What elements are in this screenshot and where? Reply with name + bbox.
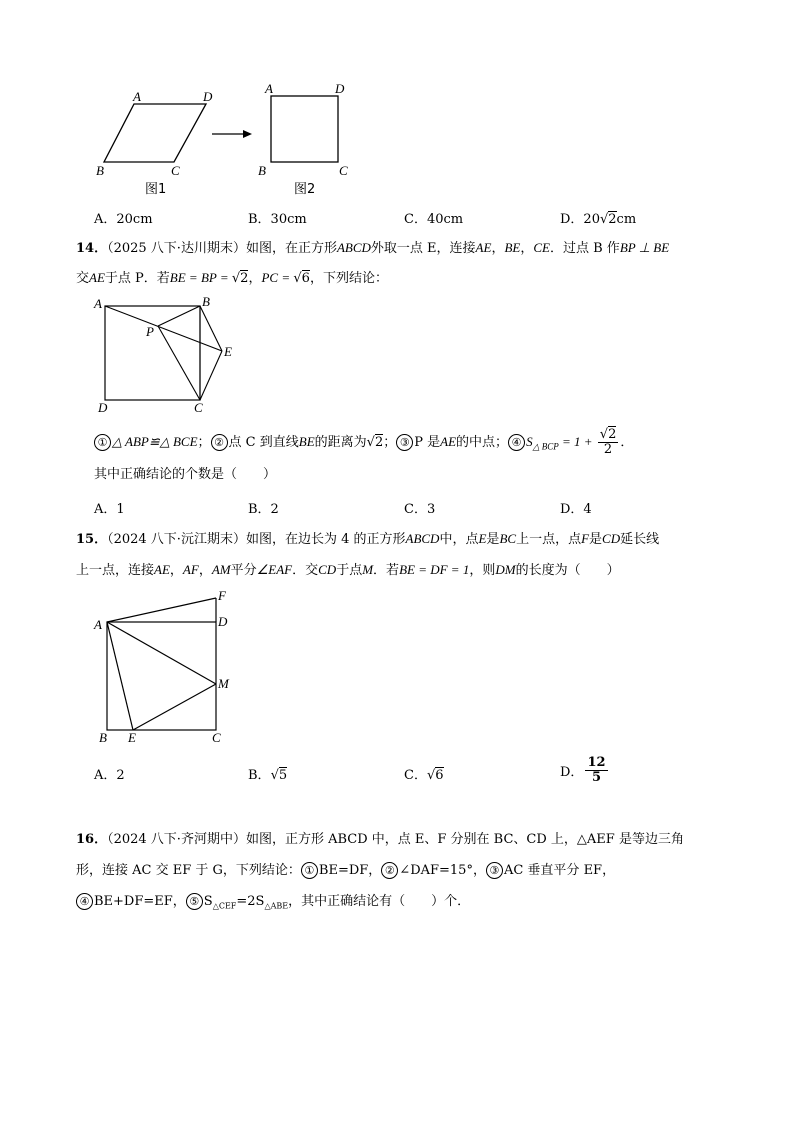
label-E: E (128, 730, 136, 745)
q14-conclusions: ① △ ABP≌△ BCE； ② 点 C 到直线BE的距离为√2； ③ P 是AE的中点； ④ $S_{\triangle BCP} = 1$ + $\frac{√2}{2}$ ． (94, 428, 633, 457)
label-M: M (218, 676, 229, 691)
q16-line2: 形，连接 AC 交 EF 于 G，下列结论： ① BE=DF， ② ∠DAF=15°， ③ AC 垂直平分 EF， (76, 863, 616, 878)
label-A: A (94, 296, 102, 311)
label-B: B (99, 730, 107, 745)
label-C: C (194, 400, 203, 415)
q16-line3: ④ BE+DF=EF， ⑤ $S_{\triangle CEF}=2S_{\triangle ABE}$，其中正确结论有（ ）个． (76, 892, 470, 917)
q15-line2: 上一点，连接AE，AF，AM平分∠EAF．交CD于点M．若BE = DF = 1，则DM的长度为（ ） (76, 562, 620, 578)
option-b[interactable]: B．√5 (248, 768, 288, 783)
option-c[interactable]: C．3 (404, 502, 436, 517)
q16-line1: 16．（2024 八下·齐河期中）如图，正方形 ABCD 中，点 E、F 分别在 BC、CD 上，△AEF 是等边三角 (76, 832, 684, 847)
q14-line2: 交AE于点 P．若BE = BP = √2，PC = √6，下列结论： (76, 270, 388, 286)
label-B: B (258, 163, 266, 178)
option-d[interactable]: D．20√2cm (560, 212, 637, 227)
q15-line1: 15．（2024 八下·沅江期末）如图，在边长为 4 的正方形ABCD中，点E是BC上一点，点F是CD延长线 (76, 531, 660, 547)
q14-line1: 14．（2025 八下·达川期末）如图，在正方形ABCD外取一点 E，连接AE，BE，CE．过点 B 作BP ⊥ BE (76, 240, 670, 256)
option-d[interactable]: D．4 (560, 502, 592, 517)
option-b[interactable]: B．2 (248, 502, 279, 517)
label-A: A (94, 617, 102, 632)
option-a[interactable]: A．1 (94, 502, 125, 517)
label-B: B (202, 294, 210, 309)
option-c[interactable]: C．√6 (404, 768, 444, 783)
option-d[interactable]: D． $\frac{12}{5}$ (560, 755, 606, 785)
option-a[interactable]: A．20cm (94, 212, 153, 227)
label-D: D (98, 400, 108, 415)
label-B: B (96, 163, 104, 178)
arrow-head (243, 130, 252, 138)
q13-fig2-square (271, 96, 338, 162)
label-E: E (224, 344, 232, 359)
q13-fig1-parallelogram (104, 104, 206, 162)
label-A: A (133, 89, 141, 104)
label-C: C (171, 163, 180, 178)
option-b[interactable]: B．30cm (248, 212, 307, 227)
figure-caption-2: 图2 (294, 182, 316, 197)
label-F: F (218, 588, 226, 603)
label-P: P (146, 324, 154, 339)
q14-question: 其中正确结论的个数是（ ） (94, 467, 277, 482)
option-a[interactable]: A．2 (94, 768, 125, 783)
label-D: D (218, 614, 228, 629)
label-D: D (203, 89, 213, 104)
q14-figure (105, 306, 222, 400)
label-C: C (339, 163, 348, 178)
q15-figure (107, 598, 216, 730)
label-A: A (265, 81, 273, 96)
label-D: D (335, 81, 345, 96)
figure-caption-1: 图1 (145, 182, 167, 197)
option-c[interactable]: C．40cm (404, 212, 464, 227)
label-C: C (212, 730, 221, 745)
